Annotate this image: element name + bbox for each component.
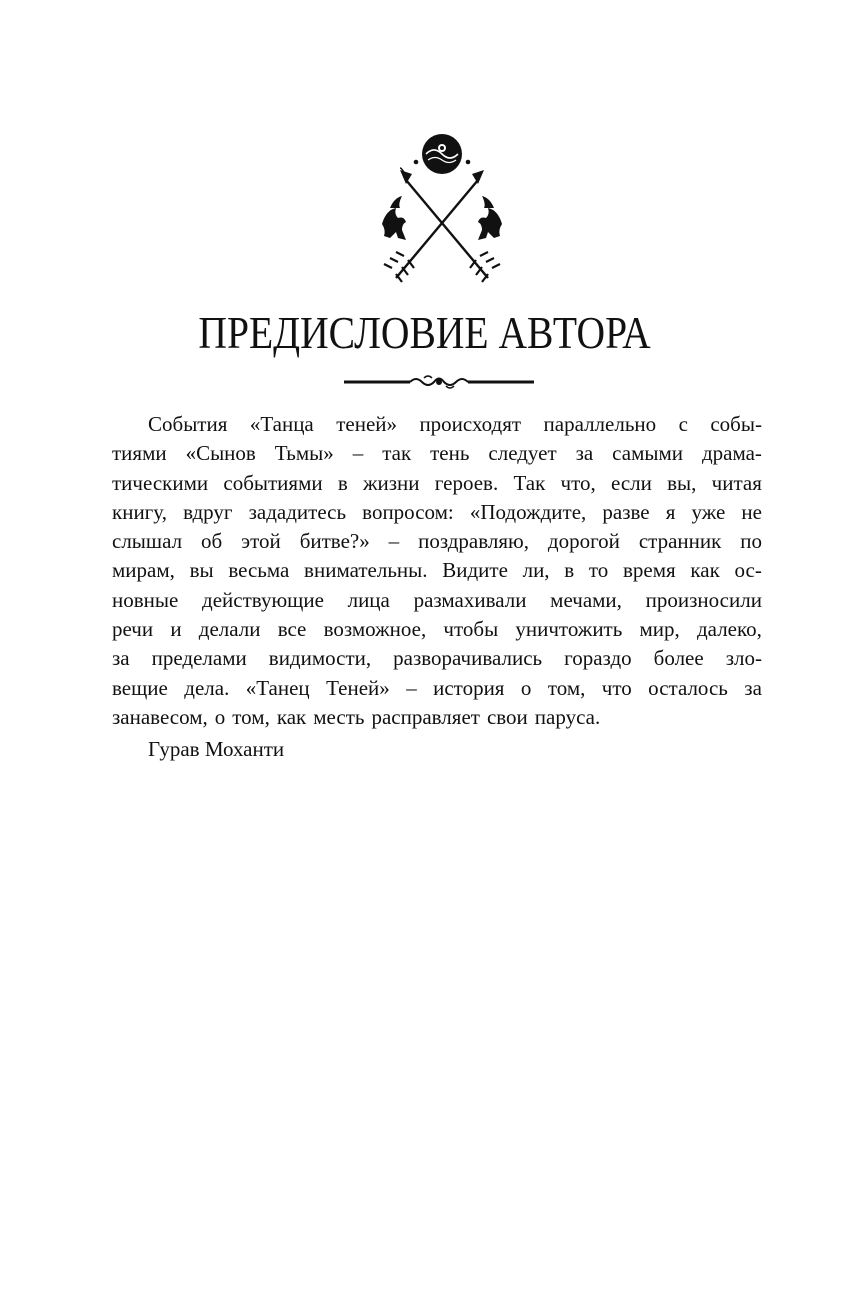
word: занавесом, xyxy=(112,704,208,729)
word: ос- xyxy=(734,558,762,583)
word: Тьмы» xyxy=(274,441,334,466)
word: весьма xyxy=(228,558,290,583)
word: мирам, xyxy=(112,558,175,583)
word: теней» xyxy=(336,412,397,436)
word: гораздо xyxy=(564,646,632,671)
paragraph-line xyxy=(112,615,762,644)
word: происходят xyxy=(419,412,522,436)
word: я xyxy=(665,499,676,524)
word: с xyxy=(678,412,688,436)
word: речи xyxy=(112,617,154,642)
word: и xyxy=(170,617,182,642)
paragraph-line xyxy=(112,703,762,732)
paragraph-line xyxy=(112,674,762,703)
word: не xyxy=(741,499,762,524)
word: самыми xyxy=(612,441,683,466)
word: лица xyxy=(347,587,390,612)
word: в xyxy=(564,558,575,583)
word: так xyxy=(382,441,412,466)
word: мир, xyxy=(639,617,680,642)
word: вопросом: xyxy=(362,499,454,524)
word: собы- xyxy=(710,412,762,436)
word: читая xyxy=(711,470,762,495)
word: тическими xyxy=(112,470,209,495)
word: дорогой xyxy=(547,529,620,554)
word: свои xyxy=(486,704,528,729)
word: странник xyxy=(638,529,722,554)
word: Так xyxy=(513,470,546,495)
word: об xyxy=(201,529,223,554)
word: том, xyxy=(232,704,270,729)
word: битве?» xyxy=(299,529,370,554)
crossed-arrows-emblem-icon xyxy=(372,128,512,294)
paragraph-line xyxy=(112,556,762,585)
word: месть xyxy=(313,704,365,729)
word: разворачивались xyxy=(393,646,543,671)
word: пределами xyxy=(151,646,247,671)
word: зададитесь xyxy=(248,499,347,524)
foreword-paragraph xyxy=(112,410,762,732)
word: все xyxy=(277,617,307,642)
word: расправляет xyxy=(371,704,480,729)
word: – xyxy=(352,441,364,466)
word: что xyxy=(601,675,632,700)
word: дела. xyxy=(184,675,230,700)
word: тиями xyxy=(112,441,167,466)
ornamental-divider-icon xyxy=(344,372,534,392)
word: Теней» xyxy=(326,675,390,700)
word: том, xyxy=(547,675,586,700)
word: «Подождите, xyxy=(469,499,587,524)
word: история xyxy=(433,675,505,700)
word: «Танца xyxy=(249,412,314,436)
word: книгу, xyxy=(112,499,167,524)
word: за xyxy=(112,646,130,671)
word: если xyxy=(611,470,652,495)
word: что, xyxy=(560,470,596,495)
word: «Танец xyxy=(245,675,310,700)
word: уже xyxy=(691,499,726,524)
word: как xyxy=(276,704,307,729)
word: чтобы xyxy=(443,617,499,642)
word: – xyxy=(388,529,400,554)
word: жизни xyxy=(363,470,420,495)
paragraph-line xyxy=(112,644,762,673)
word: событиями xyxy=(223,470,323,495)
word: параллельно xyxy=(543,412,657,436)
word: о xyxy=(520,675,532,700)
word: новные xyxy=(112,587,179,612)
word: уничтожить xyxy=(515,617,623,642)
word: ли, xyxy=(522,558,550,583)
word: произносили xyxy=(645,587,762,612)
word: События xyxy=(148,412,228,436)
word: Видите xyxy=(442,558,508,583)
word: действующие xyxy=(202,587,324,612)
word: вы xyxy=(189,558,214,583)
paragraph-line xyxy=(112,410,762,439)
word: слышал xyxy=(112,529,183,554)
paragraph-line xyxy=(112,527,762,556)
word: вещие xyxy=(112,675,168,700)
word: внимательны. xyxy=(304,558,428,583)
word: за xyxy=(575,441,594,466)
word: по xyxy=(740,529,762,554)
word: героев. xyxy=(434,470,499,495)
word: время xyxy=(623,558,676,583)
word: в xyxy=(337,470,348,495)
word: зло- xyxy=(725,646,762,671)
word: то xyxy=(588,558,609,583)
word: – xyxy=(406,675,417,700)
word: за xyxy=(744,675,762,700)
word: паруса. xyxy=(534,704,601,729)
word: более xyxy=(653,646,704,671)
word: разве xyxy=(602,499,650,524)
word: драма- xyxy=(701,441,762,466)
paragraph-line xyxy=(112,498,762,527)
chapter-title: ПРЕДИСЛОВИЕ АВТОРА xyxy=(198,307,651,358)
word: далеко, xyxy=(697,617,762,642)
word: возможное, xyxy=(323,617,427,642)
word: как xyxy=(690,558,720,583)
word: делали xyxy=(198,617,261,642)
word: осталось xyxy=(648,675,728,700)
word: «Сынов xyxy=(185,441,256,466)
word: вы, xyxy=(667,470,697,495)
word: тень xyxy=(430,441,470,466)
paragraph-line xyxy=(112,439,762,468)
word: видимости, xyxy=(268,646,372,671)
word: о xyxy=(214,704,226,729)
word: вдруг xyxy=(183,499,233,524)
author-signature: Гурав Моханти xyxy=(148,737,285,761)
word: этой xyxy=(241,529,281,554)
word: следует xyxy=(488,441,557,466)
paragraph-line xyxy=(112,469,762,498)
word: поздравляю, xyxy=(418,529,529,554)
paragraph-line xyxy=(112,586,762,615)
word: мечами, xyxy=(550,587,622,612)
word: размахивали xyxy=(413,587,527,612)
